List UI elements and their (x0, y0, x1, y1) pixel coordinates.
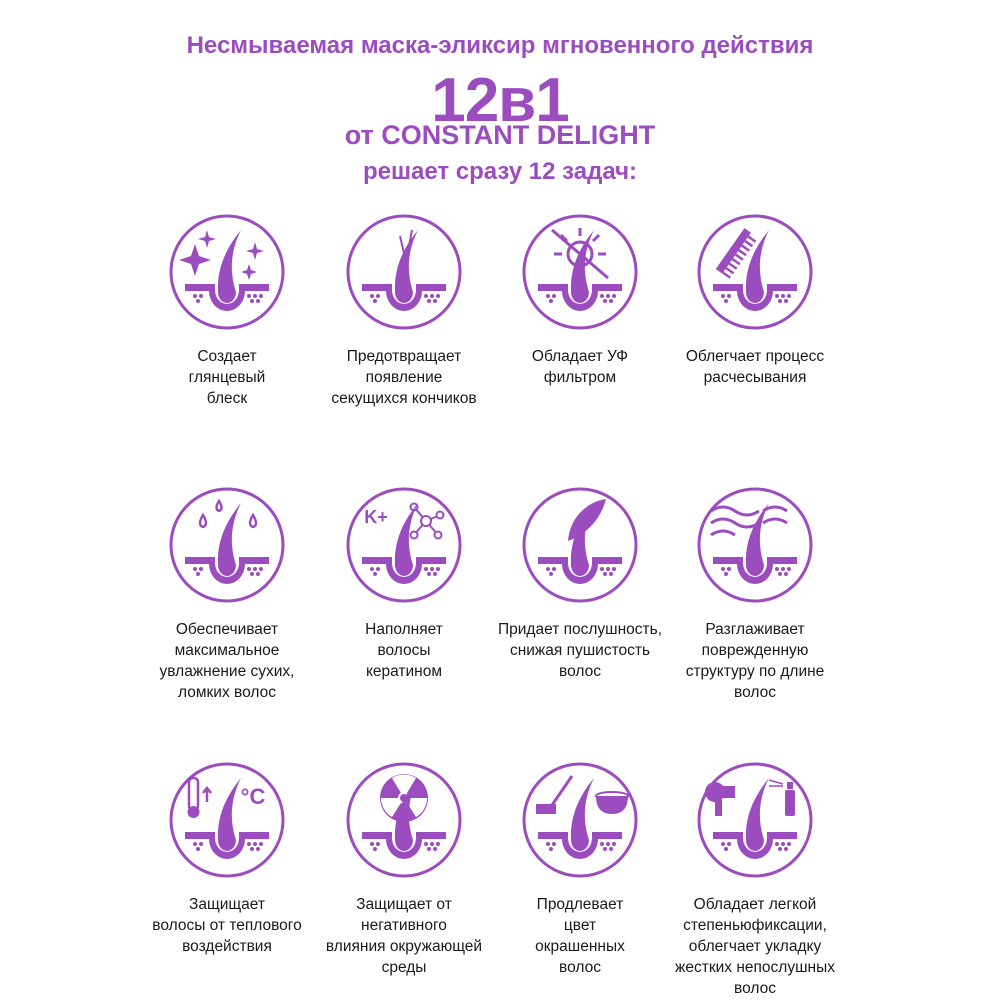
benefit-label: Обладает УФ фильтром (531, 348, 629, 386)
sun-crossed-icon (520, 212, 640, 332)
feather-icon (520, 485, 640, 605)
benefit-item (485, 760, 675, 978)
subtitle: решает сразу 12 задач: (362, 158, 638, 185)
benefit-item (660, 760, 850, 999)
benefit-item (132, 485, 322, 703)
benefit-label: Наполняет волосы кератином (365, 621, 443, 680)
benefit-item (660, 212, 850, 388)
benefit-label: Разглаживает поврежденную структуру по длине волос (685, 621, 825, 701)
benefit-label: Создает глянцевый блеск (188, 348, 266, 407)
benefit-label: Продлевает цвет окрашенных волос (535, 896, 625, 976)
hairdryer-spray-icon (695, 760, 815, 880)
headline: Несмываемая маска-эликсир мгновенного действия (186, 32, 814, 59)
benefit-label: Обеспечивает максимальное увлажнение сухих, ломких волос (159, 621, 295, 701)
benefit-label: Облегчает процесс расчесывания (685, 348, 825, 386)
benefit-item (132, 760, 322, 957)
split-ends-icon (344, 212, 464, 332)
waves-icon (695, 485, 815, 605)
benefit-item (660, 485, 850, 703)
benefit-label: Предотвращает появление секущихся кончиков (331, 348, 477, 407)
big-title: 12в1 (431, 66, 569, 135)
benefit-item (132, 212, 322, 409)
benefit-label: Придает послушность, снижая пушистость волос (498, 621, 662, 680)
benefit-item (485, 212, 675, 388)
benefit-label: Защищает от негативного влияния окружающей среды (325, 896, 483, 976)
comb-icon (695, 212, 815, 332)
dye-brush-icon (520, 760, 640, 880)
thermometer-icon (167, 760, 287, 880)
benefit-item (309, 485, 499, 682)
benefit-label: Обладает легкой степеньюфиксации, облегчает укладку жестких непослушных волос (675, 896, 835, 997)
benefit-item (309, 212, 499, 409)
sparkles-icon (167, 212, 287, 332)
water-drops-icon (167, 485, 287, 605)
brand-line: от CONSTANT DELIGHT (344, 120, 656, 150)
benefit-item (309, 760, 499, 978)
icon-glyph: K+ (364, 507, 388, 527)
benefit-item (485, 485, 675, 682)
benefit-label: Защищает волосы от теплового воздействия (152, 896, 302, 955)
icon-glyph: °C (240, 784, 266, 809)
molecule-icon (344, 485, 464, 605)
radiation-icon (344, 760, 464, 880)
